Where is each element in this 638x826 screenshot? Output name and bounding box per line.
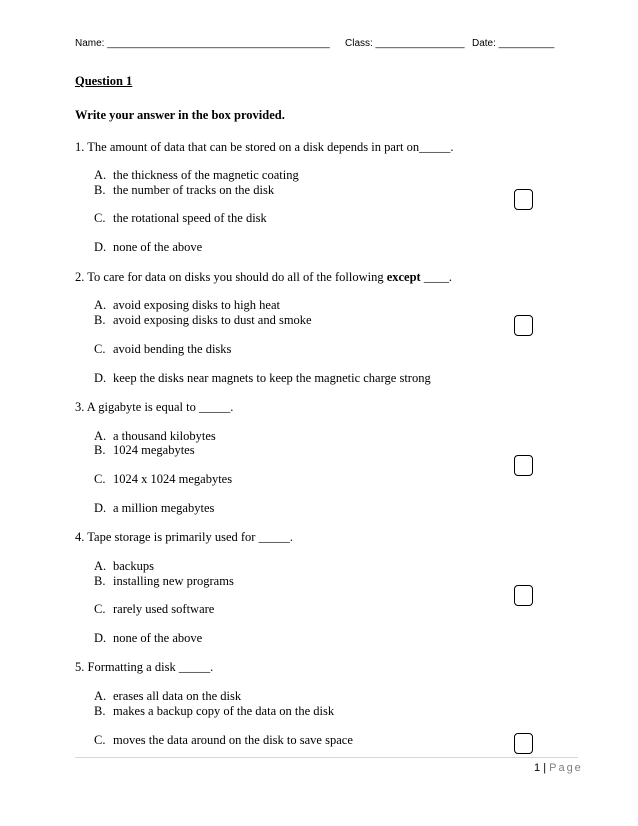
page-word: Page [549, 762, 583, 774]
question-3-option-c: C. 1024 x 1024 megabytes [94, 472, 233, 486]
question-3-stem: 3. A gigabyte is equal to _____. [75, 400, 234, 414]
question-4-option-a: A. backups [94, 559, 154, 573]
question-1-option-b: B. the number of tracks on the disk [94, 183, 275, 197]
footer-divider [75, 757, 578, 758]
question-2-stem: 2. To care for data on disks you should do all of the following except ____. [75, 270, 452, 284]
question-2-option-a: A. avoid exposing disks to high heat [94, 298, 280, 312]
class-field-label: Class: ________________ [345, 38, 465, 49]
question-3-option-b: B. 1024 megabytes [94, 443, 195, 457]
question-1-stem: 1. The amount of data that can be stored on a disk depends in part on_____. [75, 140, 454, 154]
question-3-option-a: A. a thousand kilobytes [94, 429, 216, 443]
question-3-option-d: D. a million megabytes [94, 501, 215, 515]
name-field-label: Name: ________________________________________ [75, 38, 330, 49]
instructions: Write your answer in the box provided. [75, 108, 285, 122]
question-5-option-b: B. makes a backup copy of the data on the disk [94, 704, 335, 718]
question-5-option-c: C. moves the data around on the disk to save space [94, 733, 353, 747]
question-1-option-c: C. the rotational speed of the disk [94, 211, 267, 225]
question-4-option-b: B. installing new programs [94, 574, 234, 588]
question-title: Question 1 [75, 74, 133, 88]
question-4-option-c: C. rarely used software [94, 602, 215, 616]
question-1-answer-box[interactable] [514, 189, 533, 210]
question-5-stem: 5. Formatting a disk _____. [75, 660, 214, 674]
question-2-option-c: C. avoid bending the disks [94, 342, 232, 356]
question-1-option-a: A. the thickness of the magnetic coating [94, 168, 299, 182]
question-2-answer-box[interactable] [514, 315, 533, 336]
date-field-label: Date: __________ [472, 38, 555, 49]
page-number [534, 762, 583, 774]
page-number-value: 1 [534, 762, 541, 774]
question-1-option-d: D. none of the above [94, 240, 203, 254]
page-number-separator: | [543, 762, 547, 774]
question-3-answer-box[interactable] [514, 455, 533, 476]
question-2-option-b: B. avoid exposing disks to dust and smoke [94, 313, 312, 327]
question-4-option-d: D. none of the above [94, 631, 203, 645]
question-4-stem: 4. Tape storage is primarily used for _____. [75, 530, 293, 544]
question-5-option-a: A. erases all data on the disk [94, 689, 242, 703]
question-5-answer-box[interactable] [514, 733, 533, 754]
question-2-option-d: D. keep the disks near magnets to keep the magnetic charge strong [94, 371, 431, 385]
question-4-answer-box[interactable] [514, 585, 533, 606]
